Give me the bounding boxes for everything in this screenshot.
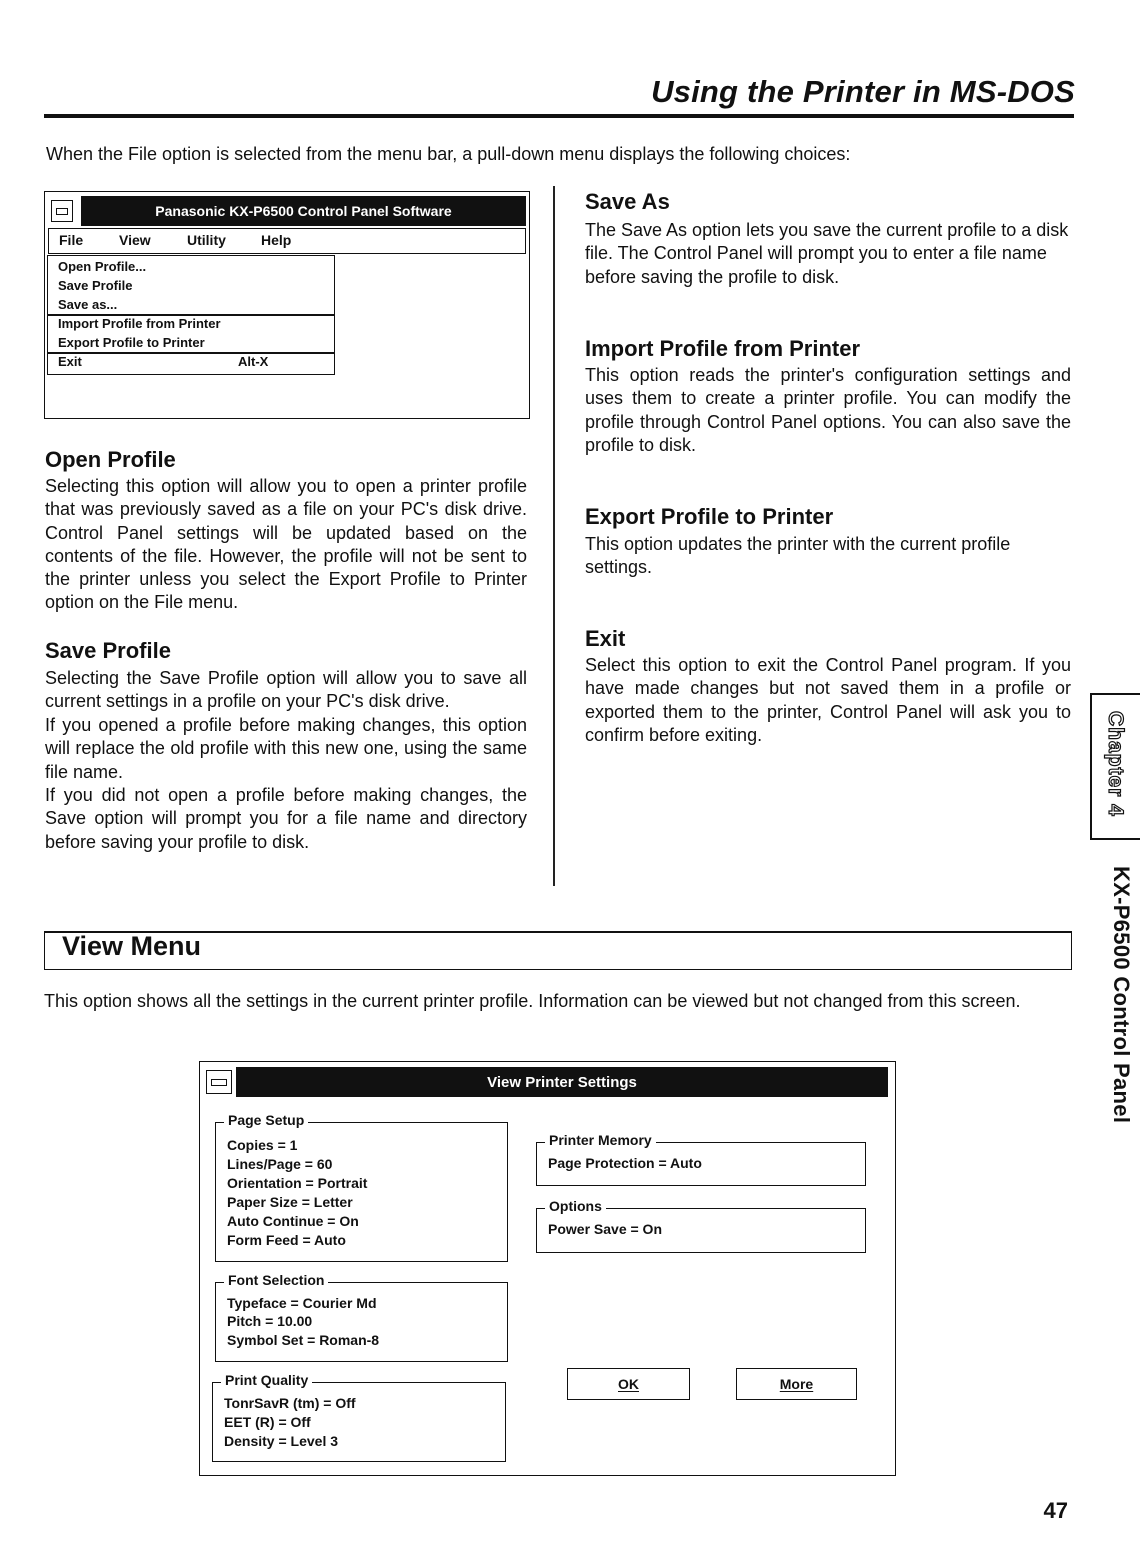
page-setup-group [215, 1112, 508, 1262]
menu-item-exit-label: Exit [58, 354, 82, 369]
view-menu-text: This option shows all the settings in the current printer profile. Information can be viewed but not changed from this screen. [44, 991, 1021, 1011]
ok-button[interactable]: OK [567, 1368, 690, 1400]
setting-eet: EET (R) = Off [224, 1414, 311, 1430]
file-menu-window [44, 191, 530, 419]
import-text: This option reads the printer's configuration settings and uses them to create a printer profile. You can modify the profile through Control Panel options. You can also save the profile to disk. [585, 365, 1071, 455]
menu-item-exit-shortcut: Alt-X [238, 354, 269, 369]
printer-memory-group [536, 1132, 866, 1186]
setting-density: Density = Level 3 [224, 1433, 339, 1449]
window-title-bar: Panasonic KX-P6500 Control Panel Software [81, 196, 526, 226]
menu-file[interactable]: File [59, 232, 84, 248]
save-profile-text-3: If you did not open a profile before making changes, the Save option will prompt you for a file name and directory before saving your profile to disk. [45, 785, 527, 852]
font-selection-group [215, 1272, 508, 1362]
menu-item-export-profile[interactable]: Export Profile to Printer [58, 335, 205, 350]
page-number: 47 [1043, 1498, 1068, 1523]
menu-utility[interactable]: Utility [187, 232, 226, 248]
menu-item-import-profile[interactable]: Import Profile from Printer [58, 316, 221, 331]
title-rule [44, 114, 1074, 118]
exit-text: Select this option to exit the Control Panel program. If you have made changes but not saved them in a profile or exported them to the printer, Control Panel will ask you to confirm before exiting. [585, 655, 1071, 745]
print-quality-label: Print Quality [221, 1372, 312, 1388]
system-menu-icon[interactable] [51, 200, 73, 222]
menu-item-exit[interactable] [58, 354, 318, 369]
save-as-heading: Save As [585, 189, 670, 214]
setting-typeface: Typeface = Courier Md [227, 1295, 377, 1311]
save-profile-text-2: If you opened a profile before making changes, this option will replace the old profile with this new one, using the same file name. [45, 715, 527, 782]
setting-paper-size: Paper Size = Letter [227, 1194, 353, 1210]
page-setup-label: Page Setup [224, 1112, 308, 1128]
setting-power-save: Power Save = On [548, 1221, 662, 1237]
save-profile-heading: Save Profile [45, 638, 171, 663]
window-title-bar: View Printer Settings [236, 1067, 888, 1097]
export-text: This option updates the printer with the current profile settings. [585, 534, 1011, 578]
setting-pitch: Pitch = 10.00 [227, 1313, 313, 1329]
printer-memory-label: Printer Memory [545, 1132, 656, 1148]
save-profile-text-1: Selecting the Save Profile option will allow you to save all current settings in a profile on your PC's disk drive. [45, 668, 527, 712]
page-title: Using the Printer in MS-DOS [651, 74, 1075, 109]
setting-form-feed: Form Feed = Auto [227, 1232, 346, 1248]
menu-view[interactable]: View [119, 232, 151, 248]
chapter-tab-label: Chapter 4 [1104, 711, 1127, 817]
export-heading: Export Profile to Printer [585, 504, 834, 529]
save-as-text: The Save As option lets you save the current profile to a disk file. The Control Panel will prompt you to enter a file name before saving the profile to disk. [585, 220, 1069, 287]
options-label: Options [545, 1198, 606, 1214]
system-menu-icon[interactable] [206, 1070, 232, 1094]
column-divider [553, 186, 555, 886]
side-title: KX-P6500 Control Panel [1109, 866, 1134, 1124]
setting-symbol-set: Symbol Set = Roman-8 [227, 1332, 380, 1348]
exit-heading: Exit [585, 626, 626, 651]
setting-orientation: Orientation = Portrait [227, 1175, 368, 1191]
view-menu-heading: View Menu [62, 931, 202, 961]
setting-tonrsavr: TonrSavR (tm) = Off [224, 1395, 356, 1411]
print-quality-group [212, 1372, 506, 1462]
menu-item-open-profile[interactable]: Open Profile... [58, 259, 147, 274]
import-heading: Import Profile from Printer [585, 336, 861, 361]
open-profile-text: Selecting this option will allow you to open a printer profile that was previously saved as a file on your PC's disk drive. Control Panel settings will be updated based on the contents of the file. However, the profile will not be sent to the printer unless you select the Export Profile to Printer option on the File menu. [45, 476, 527, 613]
file-dropdown [47, 255, 335, 375]
menu-help[interactable]: Help [261, 232, 292, 248]
menu-item-save-profile[interactable]: Save Profile [58, 278, 133, 293]
more-button[interactable]: More [736, 1368, 857, 1400]
setting-lines-page: Lines/Page = 60 [227, 1156, 333, 1172]
open-profile-heading: Open Profile [45, 447, 176, 472]
menu-item-save-as[interactable]: Save as... [58, 297, 118, 312]
setting-copies: Copies = 1 [227, 1137, 298, 1153]
intro-text: When the File option is selected from the menu bar, a pull-down menu displays the following choices: [46, 144, 851, 164]
setting-page-protection: Page Protection = Auto [548, 1155, 702, 1171]
setting-auto-continue: Auto Continue = On [227, 1213, 359, 1229]
menu-bar [48, 228, 526, 254]
options-group [536, 1198, 866, 1253]
font-selection-label: Font Selection [224, 1272, 328, 1288]
view-printer-settings-window [199, 1061, 896, 1476]
